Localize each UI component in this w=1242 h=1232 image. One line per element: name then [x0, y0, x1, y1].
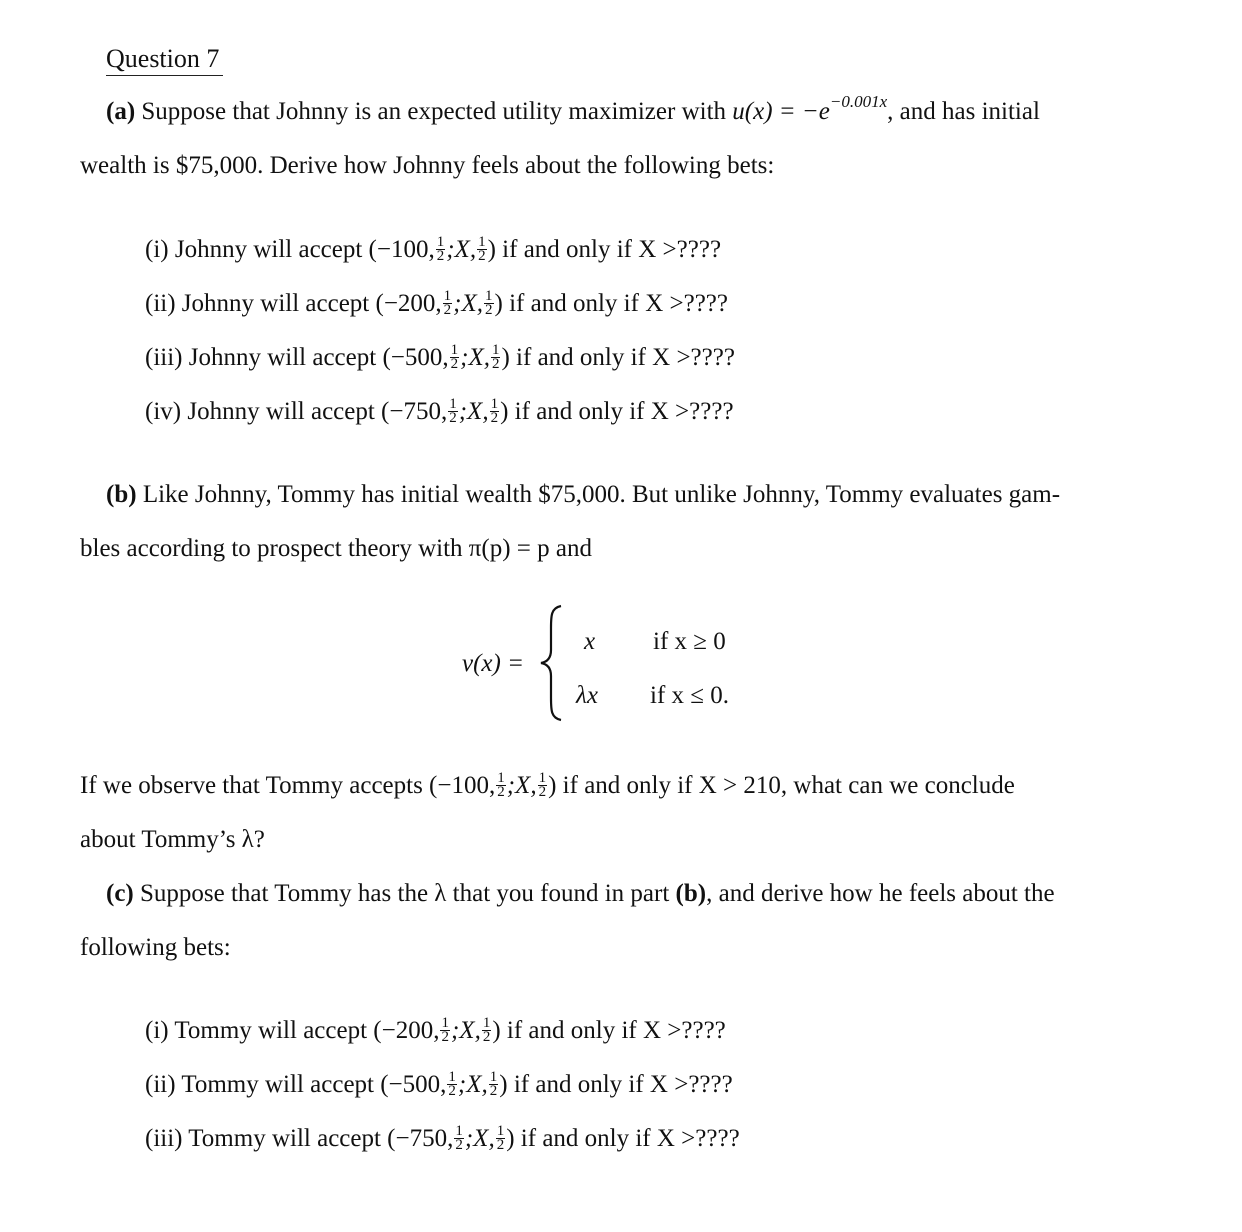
part-a-line-2: wealth is $75,000. Derive how Johnny feels about the following bets: — [80, 152, 775, 179]
part-c-ref: (b) — [675, 880, 707, 907]
observe-mid: ;X, — [506, 772, 537, 799]
part-b-intro: Like Johnny, Tommy has initial wealth $75,000. But unlike Johnny, Tommy evaluates gam- — [142, 481, 1061, 508]
half-fraction: $\frac{1}{2}$ — [490, 395, 499, 426]
bet-mid: ;X, — [446, 236, 477, 263]
half-fraction: $\frac{1}{2}$ — [441, 1014, 449, 1045]
part-a-intro: Suppose that Johnny is an expected utility maximizer with — [141, 98, 727, 125]
bet-mid: ;X, — [453, 290, 484, 317]
bet-mid: ;X, — [450, 1017, 481, 1044]
bet-prefix: (ii) Johnny will accept (−200, — [145, 290, 442, 317]
bet-prefix: (iii) Tommy will accept (−750, — [145, 1125, 454, 1152]
case-1-value: x — [584, 628, 596, 655]
bet-mid: ;X, — [458, 398, 489, 425]
observe-prefix: If we observe that Tommy accepts (−100, — [80, 772, 496, 799]
part-c-intro: Suppose that Tommy has the λ that you found in part — [140, 880, 670, 907]
part-a-label: (a) — [106, 98, 136, 125]
half-fraction: $\frac{1}{2}$ — [448, 1068, 456, 1099]
observe-suffix: ) if and only if X > 210, what can we conclude — [548, 772, 1015, 799]
half-fraction: $\frac{1}{2}$ — [489, 1068, 498, 1099]
bet-end: ) if and only if X >???? — [487, 236, 722, 263]
half-fraction: $\frac{1}{2}$ — [443, 287, 452, 318]
bet-end: ) if and only if X >???? — [501, 344, 735, 371]
part-c-bet-3 — [145, 1122, 740, 1154]
part-c-label: (c) — [106, 880, 134, 907]
half-fraction: $\frac{1}{2}$ — [491, 341, 500, 372]
case-1-condition: if x ≥ 0 — [653, 628, 726, 655]
bet-end: ) if and only if X >???? — [500, 398, 734, 425]
part-a-bet-1 — [145, 233, 722, 265]
bet-end: ) if and only if X >???? — [499, 1071, 733, 1098]
part-c-line-2: following bets: — [80, 934, 231, 961]
bet-mid: ;X, — [457, 1071, 488, 1098]
half-fraction: $\frac{1}{2}$ — [497, 769, 505, 800]
bet-prefix: (i) Tommy will accept (−200, — [145, 1017, 440, 1044]
bet-end: ) if and only if X >???? — [494, 290, 728, 317]
bet-prefix: (iii) Johnny will accept (−500, — [145, 344, 449, 371]
bet-prefix: (iv) Johnny will accept (−750, — [145, 398, 448, 425]
bet-prefix: (i) Johnny will accept (−100, — [145, 236, 435, 263]
bet-mid: ;X, — [460, 344, 490, 371]
utility-function: u(x) = −e — [732, 98, 830, 125]
half-fraction: $\frac{1}{2}$ — [455, 1122, 463, 1153]
value-function-lhs: v(x) = — [462, 650, 524, 677]
case-2-value: λx — [576, 682, 598, 709]
half-fraction: $\frac{1}{2}$ — [436, 233, 445, 264]
utility-exponent: −0.001x — [829, 92, 888, 111]
part-b-line-1 — [106, 481, 1060, 509]
question-title: Question 7 — [106, 44, 220, 73]
part-c-line-1 — [106, 880, 1055, 908]
part-c-intro-tail: , and derive how he feels about the — [706, 880, 1055, 907]
case-2-condition: if x ≤ 0. — [650, 682, 729, 709]
bet-prefix: (ii) Tommy will accept (−500, — [145, 1071, 447, 1098]
bet-mid: ;X, — [464, 1125, 495, 1152]
observation-line-1 — [80, 769, 1015, 801]
observation-line-2: about Tommy’s λ? — [80, 826, 265, 853]
bet-end: ) if and only if X >???? — [492, 1017, 726, 1044]
half-fraction: $\frac{1}{2}$ — [450, 341, 459, 372]
half-fraction: $\frac{1}{2}$ — [478, 233, 486, 264]
part-b-label: (b) — [106, 481, 137, 508]
title-underline — [106, 75, 223, 76]
half-fraction: $\frac{1}{2}$ — [538, 769, 547, 800]
part-b-line-2: bles according to prospect theory with π(p) = p and — [80, 535, 592, 562]
half-fraction: $\frac{1}{2}$ — [449, 395, 457, 426]
part-a-bet-3 — [145, 341, 735, 373]
part-a-intro-tail: , and has initial — [887, 98, 1040, 125]
half-fraction: $\frac{1}{2}$ — [496, 1122, 505, 1153]
bet-end: ) if and only if X >???? — [506, 1125, 740, 1152]
half-fraction: $\frac{1}{2}$ — [482, 1014, 491, 1045]
part-a-line-1 — [106, 92, 1040, 126]
part-c-bet-1 — [145, 1014, 726, 1046]
part-c-bet-2 — [145, 1068, 733, 1100]
left-brace-icon — [537, 604, 567, 722]
part-a-bet-2 — [145, 287, 728, 319]
half-fraction: $\frac{1}{2}$ — [485, 287, 493, 318]
part-a-bet-4 — [145, 395, 734, 427]
